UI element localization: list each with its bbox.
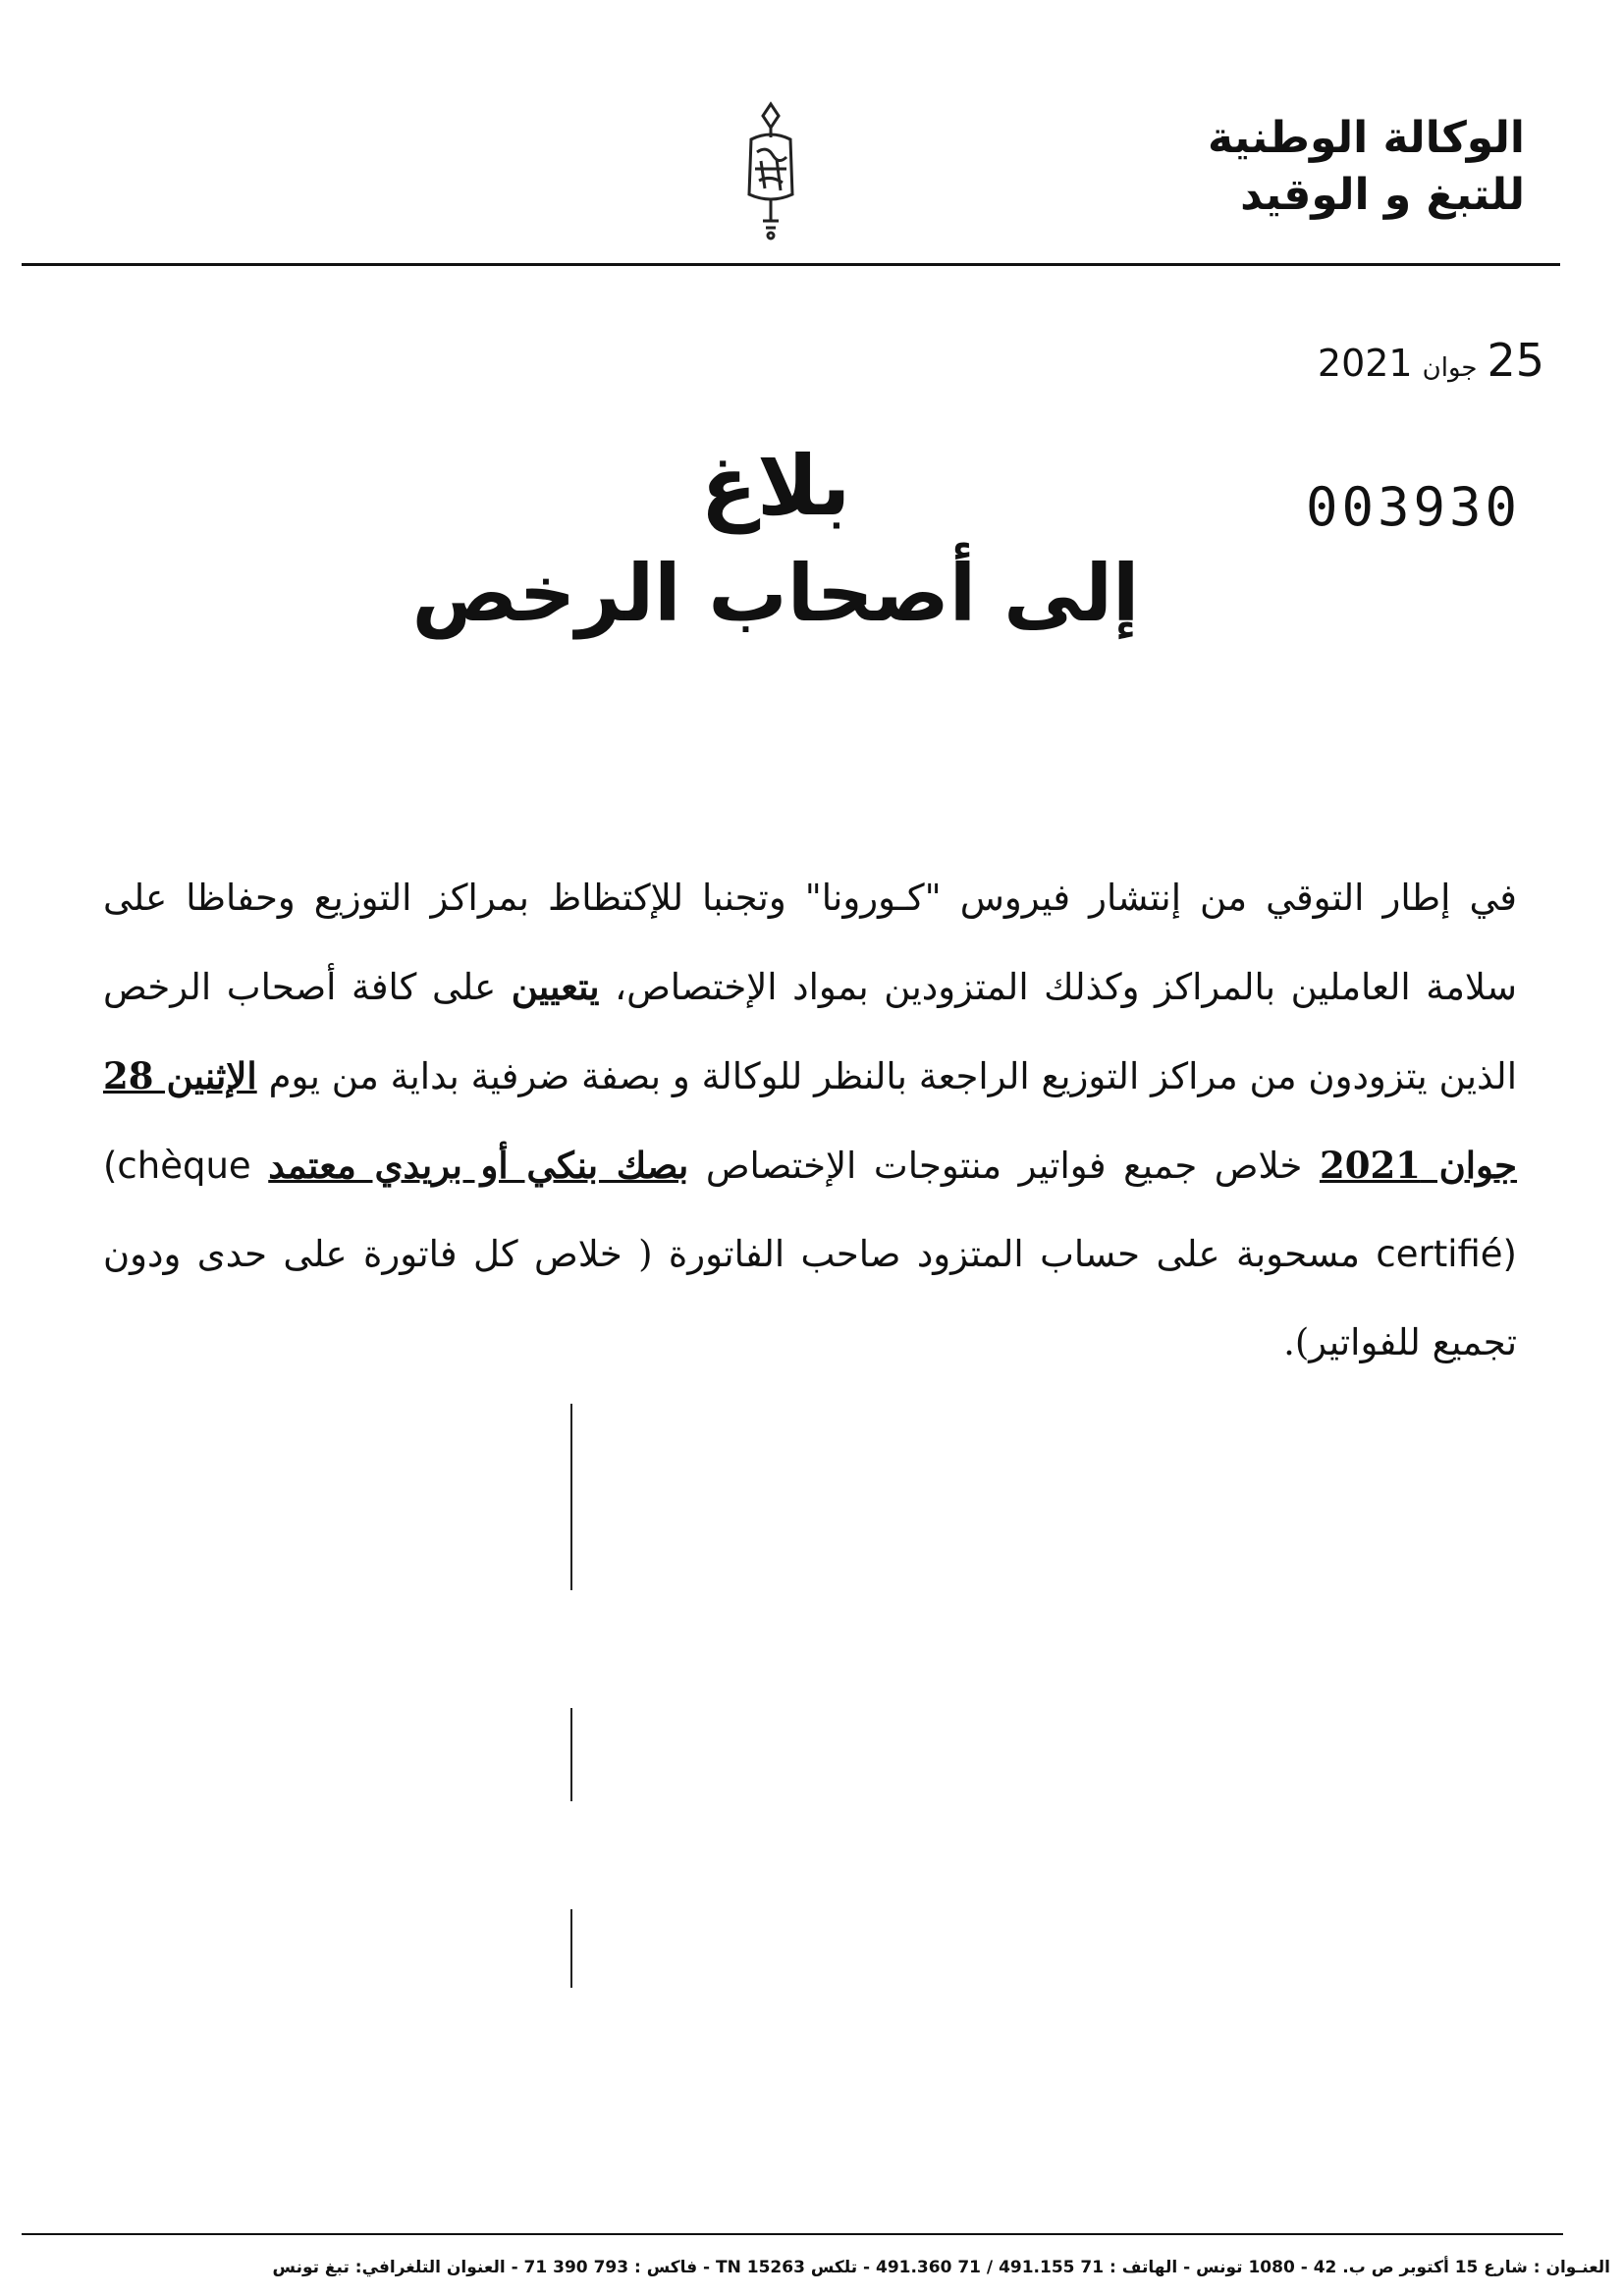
organization-name-line2: للتبغ و الوقيد	[1240, 170, 1525, 220]
logo-icon	[722, 98, 820, 240]
body-part4: مسحوبة على حساب المتزود صاحب الفاتورة ( خلاص كل فاتورة على حدى ودون تجميع للفواتير).	[103, 1233, 1517, 1363]
body-cheque-certifie: (chèque certifié)	[103, 1145, 1517, 1275]
margin-mark	[570, 1404, 572, 1590]
margin-mark	[570, 1708, 572, 1801]
body-part2: على كافة أصحاب الرخص الذين يتزودون من مراكز التوزيع الراجعة بالنظر للوكالة و بصفة ضرفية بداية من يوم	[103, 966, 1517, 1097]
body-start-date: الإثنين 28 جوان 2021	[103, 1054, 1518, 1187]
date-month: جوان	[1422, 353, 1478, 383]
organization-name-line1: الوكالة الوطنية	[1207, 113, 1525, 163]
title-line1: بلاغ	[700, 438, 851, 534]
body-part1: في إطار التوقي من إنتشار فيروس "كـورونا" وتجنبا للإكتظاظ بمراكز التوزيع وحفاظا على سلامة العاملين بالمراكز وكذلك المتزودين بمواد الإختصاص،	[103, 877, 1518, 1008]
document-date	[1318, 334, 1544, 387]
body-cheque-phrase: بصك بنكي أو بريدي معتمد	[268, 1144, 689, 1187]
reference-number: 003930	[1306, 476, 1522, 538]
organization-name	[1112, 110, 1525, 224]
date-year: 2021	[1317, 342, 1413, 385]
body-bold-required: يتعيين	[511, 965, 600, 1008]
body-part3: خلاص جميع فواتير منتوجات الإختصاص	[705, 1145, 1303, 1187]
announcement-body	[103, 854, 1517, 1387]
margin-mark	[570, 1909, 572, 1988]
document-title	[393, 432, 1159, 648]
date-day: 25	[1487, 334, 1544, 387]
footer-address: العنـوان : شارع 15 أكتوبر ص ب. 42 - 1080 تونس - الهاتف : 71 491.155 / 71 491.360 - تلكس TN 15263 - فاكس : 793 390 71 - العنوان التلغرافي: تبغ تونس	[272, 2258, 1610, 2277]
footer-divider	[22, 2233, 1563, 2235]
header-divider	[22, 263, 1560, 266]
title-line2: إلى أصحاب الرخص	[411, 548, 1140, 639]
agency-logo-emblem	[722, 98, 820, 240]
